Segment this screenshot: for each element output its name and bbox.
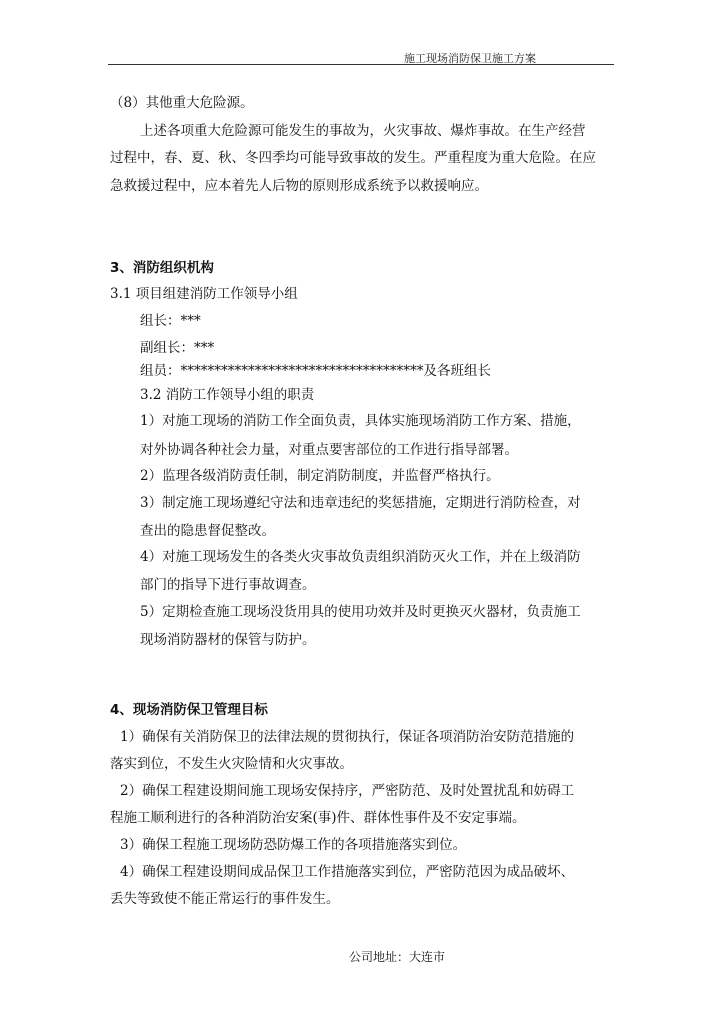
subsection-heading-3-1: 3.1 项目组建消防工作领导小组 bbox=[110, 286, 298, 302]
duty-item-3-cont: 查出的隐患督促整改。 bbox=[140, 523, 275, 539]
list-item-8: （8）其他重大危险源。 bbox=[110, 95, 254, 111]
header-title: 施工现场消防保卫施工方案 bbox=[404, 52, 536, 65]
goal-item-1: 1）确保有关消防保卫的法律法规的贯彻执行，保证各项消防治安防范措施的 bbox=[120, 729, 575, 745]
paragraph-line: 上述各项重大危险源可能发生的事故为，火灾事故、爆炸事故。在生产经营 bbox=[140, 123, 586, 139]
paragraph-line: 过程中，春、夏、秋、冬四季均可能导致事故的发生。严重程度为重大危险。在应 bbox=[110, 150, 596, 166]
goal-item-2: 2）确保工程建设期间施工现场安保持序，严密防范、及时处置扰乱和妨碍工 bbox=[120, 783, 575, 799]
duty-item-4: 4）对施工现场发生的各类火灾事故负责组织消防灭火工作，并在上级消防 bbox=[140, 549, 581, 565]
duty-item-4-cont: 部门的指导下进行事故调查。 bbox=[140, 577, 316, 593]
deputy-leader: 副组长：*** bbox=[140, 340, 215, 356]
header-divider bbox=[108, 64, 614, 65]
footer-address: 公司地址：大连市 bbox=[349, 950, 446, 964]
subsection-heading-3-2: 3.2 消防工作领导小组的职责 bbox=[140, 387, 315, 403]
section-heading-3: 3、消防组织机构 bbox=[110, 260, 214, 276]
goal-item-3: 3）确保工程施工现场防恐防爆工作的各项措施落实到位。 bbox=[120, 837, 467, 853]
group-members: 组员：************************************及各班组长 bbox=[140, 363, 491, 379]
goal-item-1-cont: 落实到位，不发生火灾险情和火灾事故。 bbox=[110, 756, 353, 772]
goal-item-4-cont: 丢失等致使不能正常运行的事件发生。 bbox=[110, 891, 340, 907]
section-heading-4: 4、现场消防保卫管理目标 bbox=[110, 702, 268, 718]
duty-item-1-cont: 对外协调各种社会力量，对重点要害部位的工作进行指导部署。 bbox=[140, 442, 518, 458]
group-leader: 组长：*** bbox=[140, 313, 201, 329]
duty-item-5-cont: 现场消防器材的保管与防护。 bbox=[140, 632, 316, 648]
duty-item-5: 5）定期检查施工现场没货用具的使用功效并及时更换灭火器材，负责施工 bbox=[140, 604, 581, 620]
goal-item-4: 4）确保工程建设期间成品保卫工作措施落实到位，严密防范因为成品破坏、 bbox=[120, 864, 575, 880]
duty-item-1: 1）对施工现场的消防工作全面负责，具体实施现场消防工作方案、措施， bbox=[140, 413, 581, 429]
paragraph-line: 急救援过程中，应本着先人后物的原则形成系统予以救援响应。 bbox=[110, 178, 488, 194]
duty-item-2: 2）监理各级消防责任制，制定消防制度，并监督严格执行。 bbox=[140, 468, 500, 484]
duty-item-3: 3）制定施工现场遵纪守法和违章违纪的奖惩措施，定期进行消防检查，对 bbox=[140, 495, 581, 511]
goal-item-2-cont: 程施工顺利进行的各种消防治安案(事)件、群体性事件及不安定事端。 bbox=[110, 810, 526, 826]
